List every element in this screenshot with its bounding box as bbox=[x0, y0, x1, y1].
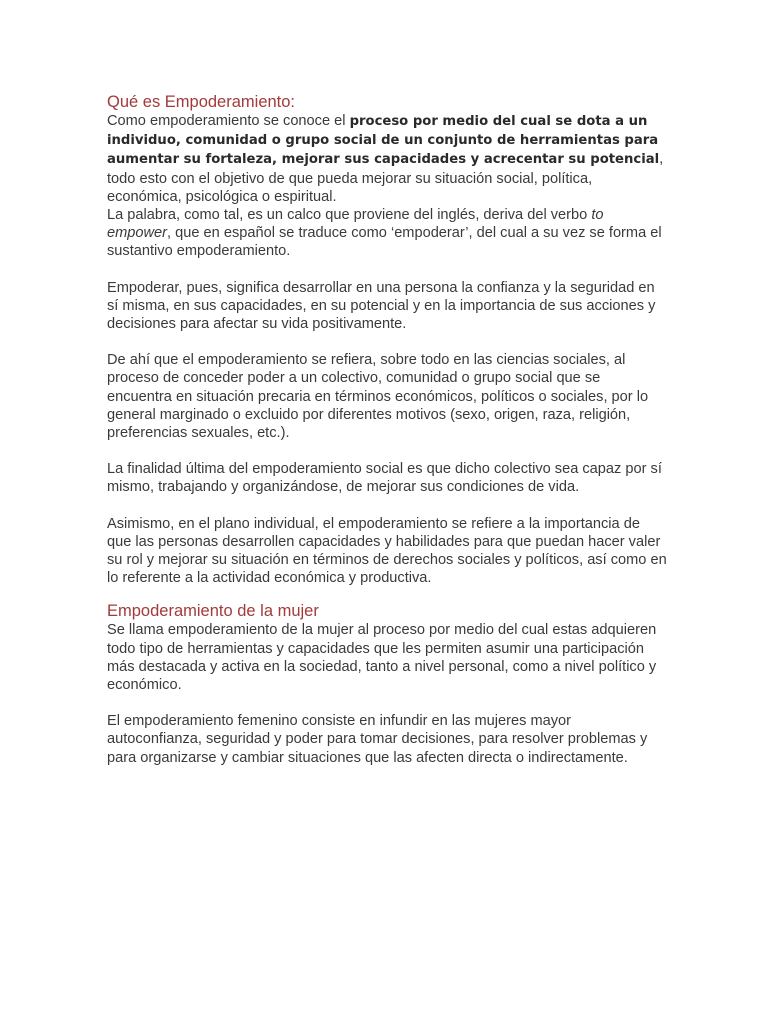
section-title-que-es-empoderamiento: Qué es Empoderamiento: bbox=[107, 93, 296, 111]
paragraph-spacer bbox=[107, 497, 667, 515]
paragraph-etymology-text-b: , que en español se traduce como ‘empoderar’, del cual a su vez se forma el sustantivo empoderamiento. bbox=[107, 225, 662, 260]
paragraph-definition-bold: proceso por medio del cual se dota a un individuo, comunidad o grupo social de un conjunto de herramientas para aumentar su fortaleza, mejorar sus capacidades y acrecentar su potencial bbox=[107, 114, 660, 168]
paragraph-social-sciences: De ahí que el empoderamiento se refiera, sobre todo en las ciencias sociales, al proceso de conceder poder a un colectivo, comunidad o grupo social que se encuentra en situación precaria en términos económicos, políticos o sociales, por lo general marginado o excluido por diferentes motivos (sexo, origen, raza, religión, preferencias sexuales, etc.). bbox=[107, 352, 649, 442]
paragraph-spacer bbox=[107, 333, 667, 351]
paragraph-social-goal: La finalidad última del empoderamiento social es que dicho colectivo sea capaz por sí mismo, trabajando y organizándose, de mejorar sus condiciones de vida. bbox=[107, 461, 662, 496]
paragraph-definition-text-a: Como empoderamiento se conoce el bbox=[107, 113, 350, 129]
paragraph-definition bbox=[107, 112, 667, 206]
paragraph-individual-plane: Asimismo, en el plano individual, el empoderamiento se refiere a la importancia de que las personas desarrollen capacidades y habilidades para que puedan hacer valer su rol y mejorar su situación en términos de derechos sociales y políticos, así como en lo referente a la actividad económica y productiva. bbox=[107, 515, 667, 587]
paragraph-etymology-text-a: La palabra, como tal, es un calco que proviene del inglés, deriva del verbo bbox=[107, 207, 592, 224]
paragraph-definition-text-b: , todo esto con el objetivo de que pueda mejorar su situación social, política, económica, psicológica o espiritual. bbox=[107, 151, 664, 205]
section-title-empoderamiento-mujer: Empoderamiento de la mujer bbox=[107, 602, 319, 621]
paragraph-spacer bbox=[107, 694, 667, 712]
document-content bbox=[107, 92, 667, 767]
paragraph-etymology-italic: to empower bbox=[107, 207, 604, 242]
paragraph-women-process: Se llama empoderamiento de la mujer al proceso por medio del cual estas adquieren todo tipo de herramientas y capacidades que les permiten asumir una participación más destacada y activa en la sociedad, tanto a nivel personal, como a nivel político y económico. bbox=[107, 622, 657, 694]
paragraph-etymology bbox=[107, 206, 667, 261]
section-spacer bbox=[107, 587, 667, 601]
paragraph-spacer bbox=[107, 261, 667, 279]
paragraph-spacer bbox=[107, 442, 667, 460]
paragraph-empoderar-meaning: Empoderar, pues, significa desarrollar en una persona la confianza y la seguridad en sí misma, en sus capacidades, en su potencial y en la importancia de sus acciones y decisiones para afectar su vida positivamente. bbox=[107, 279, 656, 333]
paragraph-female-empowerment: El empoderamiento femenino consiste en infundir en las mujeres mayor autoconfianza, seguridad y poder para tomar decisiones, para resolver problemas y para organizarse y cambiar situaciones que las afecten directa o indirectamente. bbox=[107, 713, 648, 766]
